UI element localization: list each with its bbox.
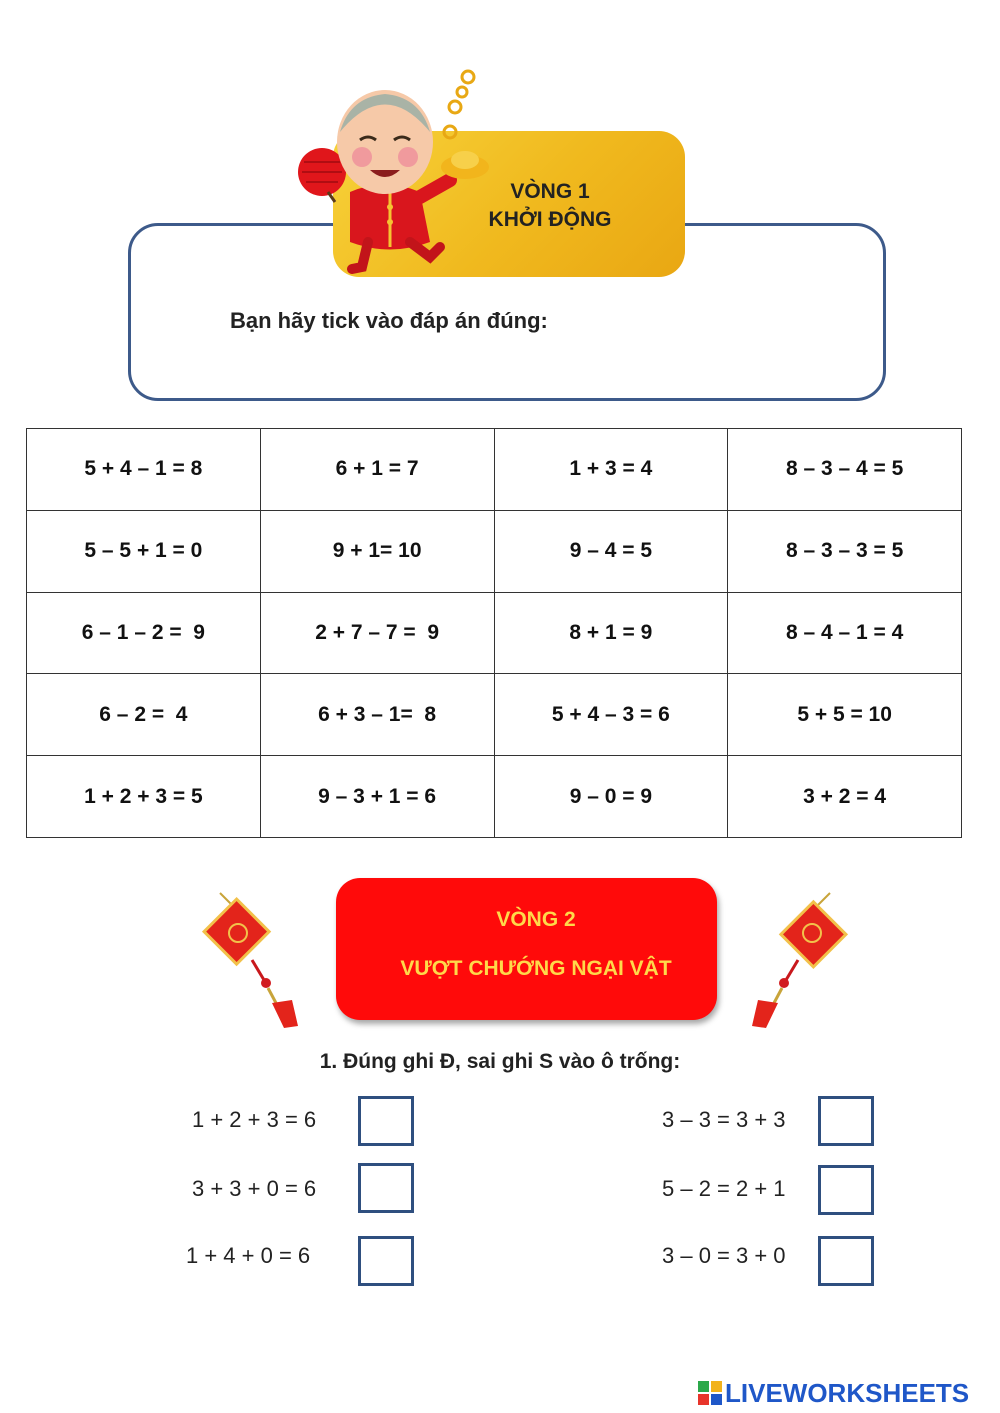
- equation-cell[interactable]: 8 – 3 – 3 = 5: [728, 510, 962, 592]
- equation-cell[interactable]: 5 + 4 – 3 = 6: [494, 674, 728, 756]
- equation-cell[interactable]: 9 – 4 = 5: [494, 510, 728, 592]
- lucky-knot-icon: [200, 888, 310, 1038]
- answer-box[interactable]: [818, 1165, 874, 1215]
- liveworksheets-logo-icon: [698, 1381, 722, 1405]
- equation-cell[interactable]: 5 + 5 = 10: [728, 674, 962, 756]
- equation-cell[interactable]: 8 – 4 – 1 = 4: [728, 592, 962, 674]
- table-row: [27, 592, 962, 674]
- table-row: [27, 674, 962, 756]
- statement-text: 1 + 2 + 3 = 6: [192, 1107, 317, 1132]
- equation-cell[interactable]: 6 + 3 – 1= 8: [260, 674, 494, 756]
- statement-text: 3 + 3 + 0 = 6: [192, 1176, 317, 1201]
- statement-text: 3 – 3 = 3 + 3: [662, 1107, 786, 1132]
- mascot-illustration: [290, 62, 520, 277]
- equations-table: [26, 428, 962, 838]
- equation-cell[interactable]: 2 + 7 – 7 = 9: [260, 592, 494, 674]
- answer-box[interactable]: [358, 1163, 414, 1213]
- table-row: [27, 756, 962, 838]
- equation-cell[interactable]: 9 – 0 = 9: [494, 756, 728, 838]
- equation-cell[interactable]: 9 – 3 + 1 = 6: [260, 756, 494, 838]
- liveworksheets-logo: [698, 1378, 969, 1408]
- table-row: [27, 429, 962, 511]
- round2-banner: [336, 878, 717, 1020]
- equation-cell[interactable]: 5 – 5 + 1 = 0: [27, 510, 261, 592]
- round1-title: [470, 178, 630, 234]
- equation-cell[interactable]: 6 + 1 = 7: [260, 429, 494, 511]
- logo-text: LIVEWORKSHEETS: [725, 1377, 970, 1408]
- answer-box[interactable]: [358, 1096, 414, 1146]
- lucky-knot-icon: [740, 888, 850, 1038]
- statement-text: 5 – 2 = 2 + 1: [662, 1176, 786, 1201]
- task1-instruction: 1. Đúng ghi Đ, sai ghi S vào ô trống:: [319, 1050, 681, 1073]
- round2-number: VÒNG 2: [496, 908, 576, 931]
- answer-box[interactable]: [358, 1236, 414, 1286]
- table-row: [27, 510, 962, 592]
- instruction-text: Bạn hãy tick vào đáp án đúng:: [230, 308, 548, 333]
- round1-title-line2: KHỞI ĐỘNG: [488, 208, 612, 231]
- equation-cell[interactable]: 1 + 3 = 4: [494, 429, 728, 511]
- equation-cell[interactable]: 1 + 2 + 3 = 5: [27, 756, 261, 838]
- round1-title-line1: VÒNG 1: [510, 180, 590, 203]
- equation-cell[interactable]: 8 – 3 – 4 = 5: [728, 429, 962, 511]
- equation-cell[interactable]: 8 + 1 = 9: [494, 592, 728, 674]
- statement-text: 3 – 0 = 3 + 0: [662, 1243, 786, 1268]
- answer-box[interactable]: [818, 1096, 874, 1146]
- equation-cell[interactable]: 6 – 2 = 4: [27, 674, 261, 756]
- equation-cell[interactable]: 5 + 4 – 1 = 8: [27, 429, 261, 511]
- answer-box[interactable]: [818, 1236, 874, 1286]
- equation-cell[interactable]: 3 + 2 = 4: [728, 756, 962, 838]
- equation-cell[interactable]: 6 – 1 – 2 = 9: [27, 592, 261, 674]
- statement-text: 1 + 4 + 0 = 6: [186, 1243, 311, 1268]
- equation-cell[interactable]: 9 + 1= 10: [260, 510, 494, 592]
- round2-title: VƯỢT CHƯỚNG NGẠI VẬT: [400, 957, 672, 980]
